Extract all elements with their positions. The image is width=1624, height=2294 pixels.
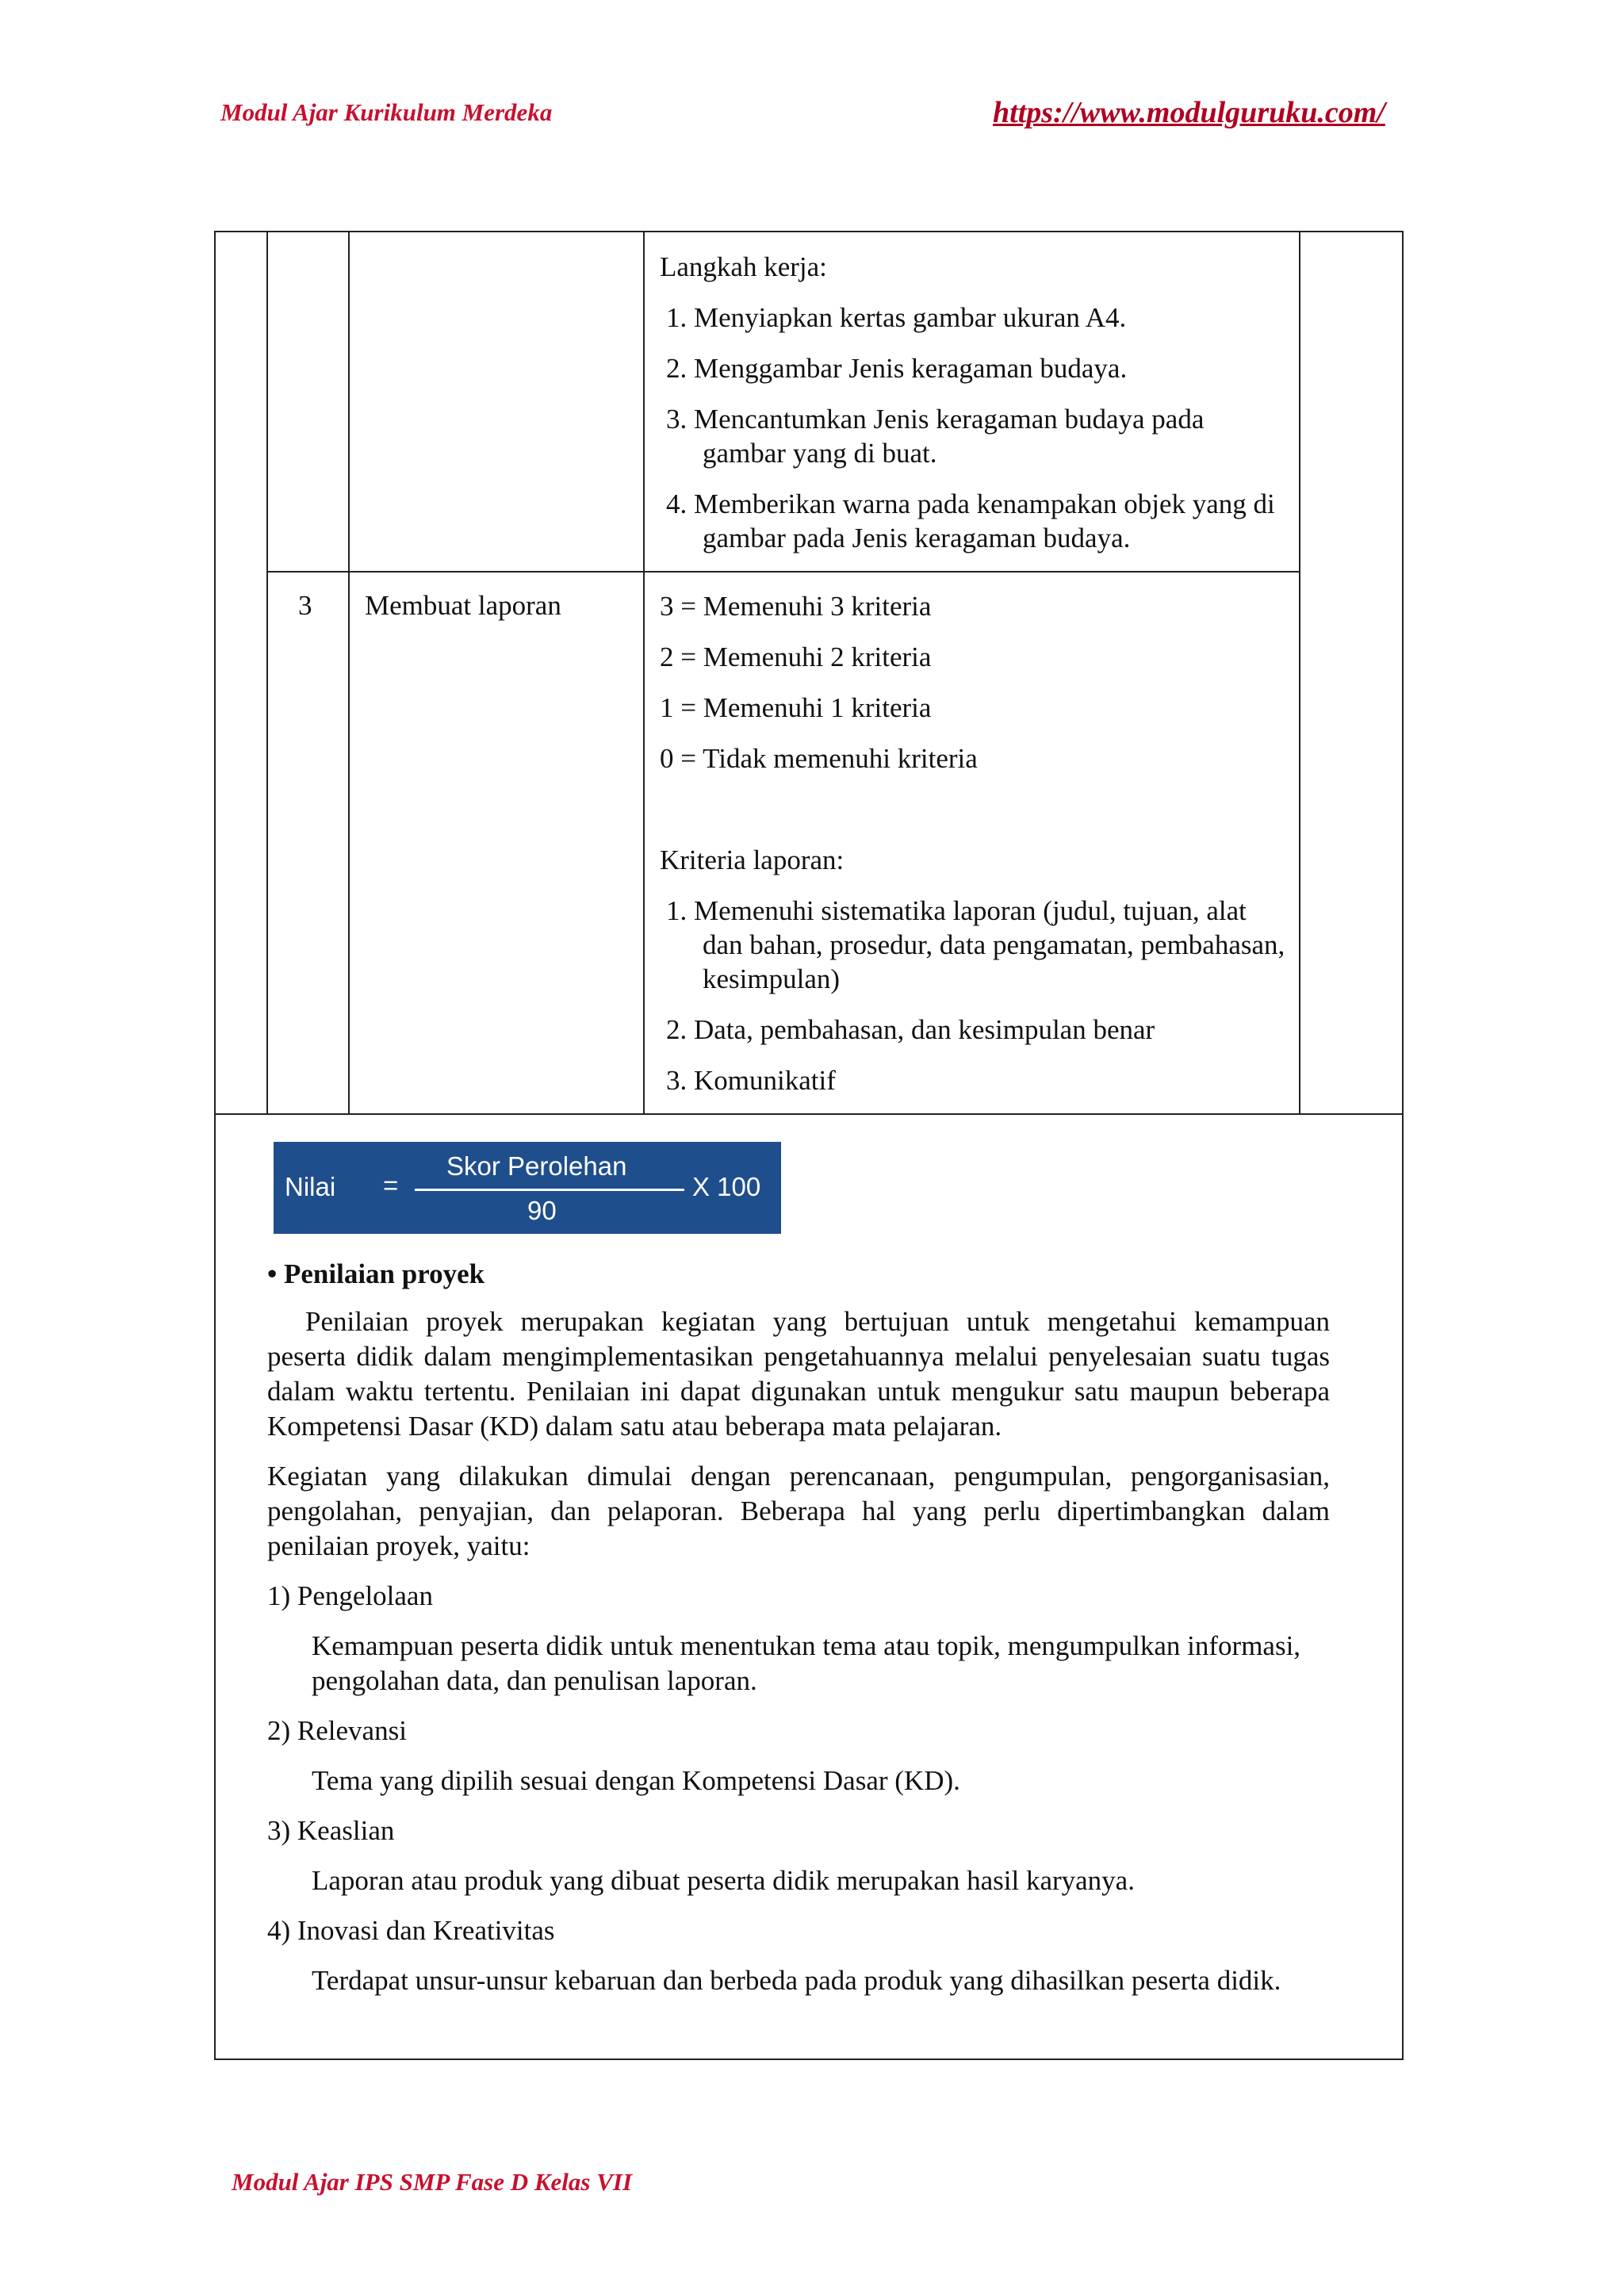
table-col-divider-4 [1299,231,1300,1114]
row-number: 3 [298,590,312,621]
score-line: 1 = Memenuhi 1 kriteria [660,692,932,723]
item-desc: Kemampuan peserta didik untuk menentukan tema atau topik, mengumpulkan informasi, pengolahan data, dan penulisan laporan. [312,1630,1301,1696]
nilai-formula [274,1142,781,1234]
formula-label: Nilai [285,1172,336,1201]
kriteria-title: Kriteria laporan: [660,844,845,875]
paragraph: Kegiatan yang dilakukan dimulai dengan perencanaan, pengumpulan, pengorganisasian, pengolahan, penyajian, dan pelaporan. Beberapa hal yang perlu dipertimbangkan dalam penilaian proyek, yaitu: [267,1461,1330,1561]
list-item: 3. Komunikatif [666,1065,836,1096]
item-title: 4) Inovasi dan Kreativitas [267,1915,555,1946]
row-aspect: Membuat laporan [365,590,561,621]
header-url-link[interactable]: https://www.modulguruku.com/ [993,96,1385,129]
table-col-divider-2 [348,231,350,1114]
formula-denominator: 90 [527,1196,557,1225]
list-item: 1. Menyiapkan kertas gambar ukuran A4. [666,302,1127,333]
item-desc: Tema yang dipilih sesuai dengan Kompetensi Dasar (KD). [312,1765,960,1796]
criteria-cell [660,589,1286,1114]
formula-equals: = [383,1170,399,1200]
formula-numerator: Skor Perolehan [446,1151,627,1181]
list-item: 4. Memberikan warna pada kenampakan objek yang di gambar pada Jenis keragaman budaya. [666,488,1275,553]
penilaian-proyek-section [267,1257,1330,2013]
item-desc: Terdapat unsur-unsur kebaruan dan berbeda pada produk yang dihasilkan peserta didik. [312,1965,1281,1996]
footer-title: Modul Ajar IPS SMP Fase D Kelas VII [232,2168,633,2196]
score-line: 2 = Memenuhi 2 kriteria [660,641,932,672]
section-heading: • Penilaian proyek [267,1258,485,1289]
score-line: 3 = Memenuhi 3 kriteria [660,591,932,622]
item-title: 3) Keaslian [267,1815,395,1846]
table-col-divider-3 [643,231,645,1114]
list-item: 3. Mencantumkan Jenis keragaman budaya pada gambar yang di buat. [666,404,1205,469]
langkah-kerja-cell [660,250,1286,572]
item-desc: Laporan atau produk yang dibuat peserta didik merupakan hasil karyanya. [312,1865,1135,1896]
list-item: 2. Menggambar Jenis keragaman budaya. [666,353,1128,384]
langkah-kerja-title: Langkah kerja: [660,251,827,282]
list-item: 2. Data, pembahasan, dan kesimpulan benar [666,1014,1155,1045]
item-title: 2) Relevansi [267,1715,407,1746]
fraction-line [415,1189,684,1191]
item-title: 1) Pengelolaan [267,1580,433,1611]
table-col-divider-1 [266,231,268,1114]
list-item: 1. Memenuhi sistematika laporan (judul, tujuan, alat dan bahan, prosedur, data pengamatan, pembahasan, kesimpulan) [666,895,1285,994]
formula-multiplier: X 100 [692,1172,761,1201]
paragraph: Penilaian proyek merupakan kegiatan yang bertujuan untuk mengetahui kemampuan peserta didik dalam mengimplementasikan pengetahuannya melalui penyelesaian suatu tugas dalam waktu tertentu. Penilaian ini dapat digunakan untuk mengukur satu maupun beberapa Kompetensi Dasar (KD) dalam satu atau beberapa mata pelajaran. [267,1306,1330,1442]
header-title: Modul Ajar Kurikulum Merdeka [220,98,553,126]
score-line: 0 = Tidak memenuhi kriteria [660,743,978,774]
